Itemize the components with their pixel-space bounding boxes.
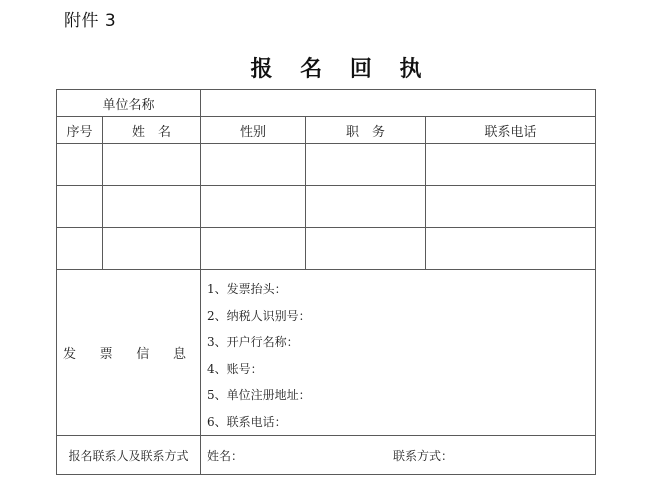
invoice-info-label [57,270,201,436]
name-cell[interactable] [103,228,201,270]
column-header-row [57,117,596,144]
bank-name-line: 3、开户行名称： [207,335,299,349]
taxpayer-id-line: 2、纳税人识别号： [207,308,311,323]
invoice-label-char: 息 [172,347,186,362]
registration-contact-row [57,436,596,475]
col-header-name: 姓 名 [103,117,201,144]
attendee-row [57,186,596,228]
registration-form-table [56,89,596,475]
invoice-title-line: 1、发票抬头： [207,282,287,296]
unit-name-row [57,90,596,117]
invoice-info-fields[interactable] [201,270,596,436]
invoice-info-row [57,270,596,436]
page-title: 报 名 回 执 [250,56,432,82]
contact-phone-label: 联系方式： [393,448,454,463]
col-header-seq: 序号 [57,117,103,144]
registered-address-line: 5、单位注册地址： [207,388,311,402]
name-cell[interactable] [103,186,201,228]
registration-contact-fields[interactable] [201,436,596,475]
invoice-label-char: 发 [63,347,77,362]
invoice-label-char: 信 [136,347,150,362]
col-header-phone: 联系电话 [426,117,596,144]
phone-cell[interactable] [426,144,596,186]
seq-cell[interactable] [57,186,103,228]
phone-cell[interactable] [426,228,596,270]
attendee-row [57,144,596,186]
invoice-phone-line: 6、联系电话： [207,414,287,429]
invoice-label-char: 票 [99,347,113,362]
gender-cell[interactable] [201,228,306,270]
phone-cell[interactable] [426,186,596,228]
col-header-gender: 性别 [201,117,306,144]
position-cell[interactable] [306,186,426,228]
attendee-row [57,228,596,270]
col-header-position: 职 务 [306,117,426,144]
attachment-label: 附件 3 [64,11,117,31]
account-number-line: 4、账号： [207,361,263,376]
gender-cell[interactable] [201,144,306,186]
contact-name-label: 姓名： [207,448,244,463]
position-cell[interactable] [306,228,426,270]
seq-cell[interactable] [57,144,103,186]
position-cell[interactable] [306,144,426,186]
registration-contact-label: 报名联系人及联系方式 [57,436,201,475]
gender-cell[interactable] [201,186,306,228]
seq-cell[interactable] [57,228,103,270]
name-cell[interactable] [103,144,201,186]
unit-name-field[interactable] [201,90,596,117]
unit-name-label: 单位名称 [57,90,201,117]
